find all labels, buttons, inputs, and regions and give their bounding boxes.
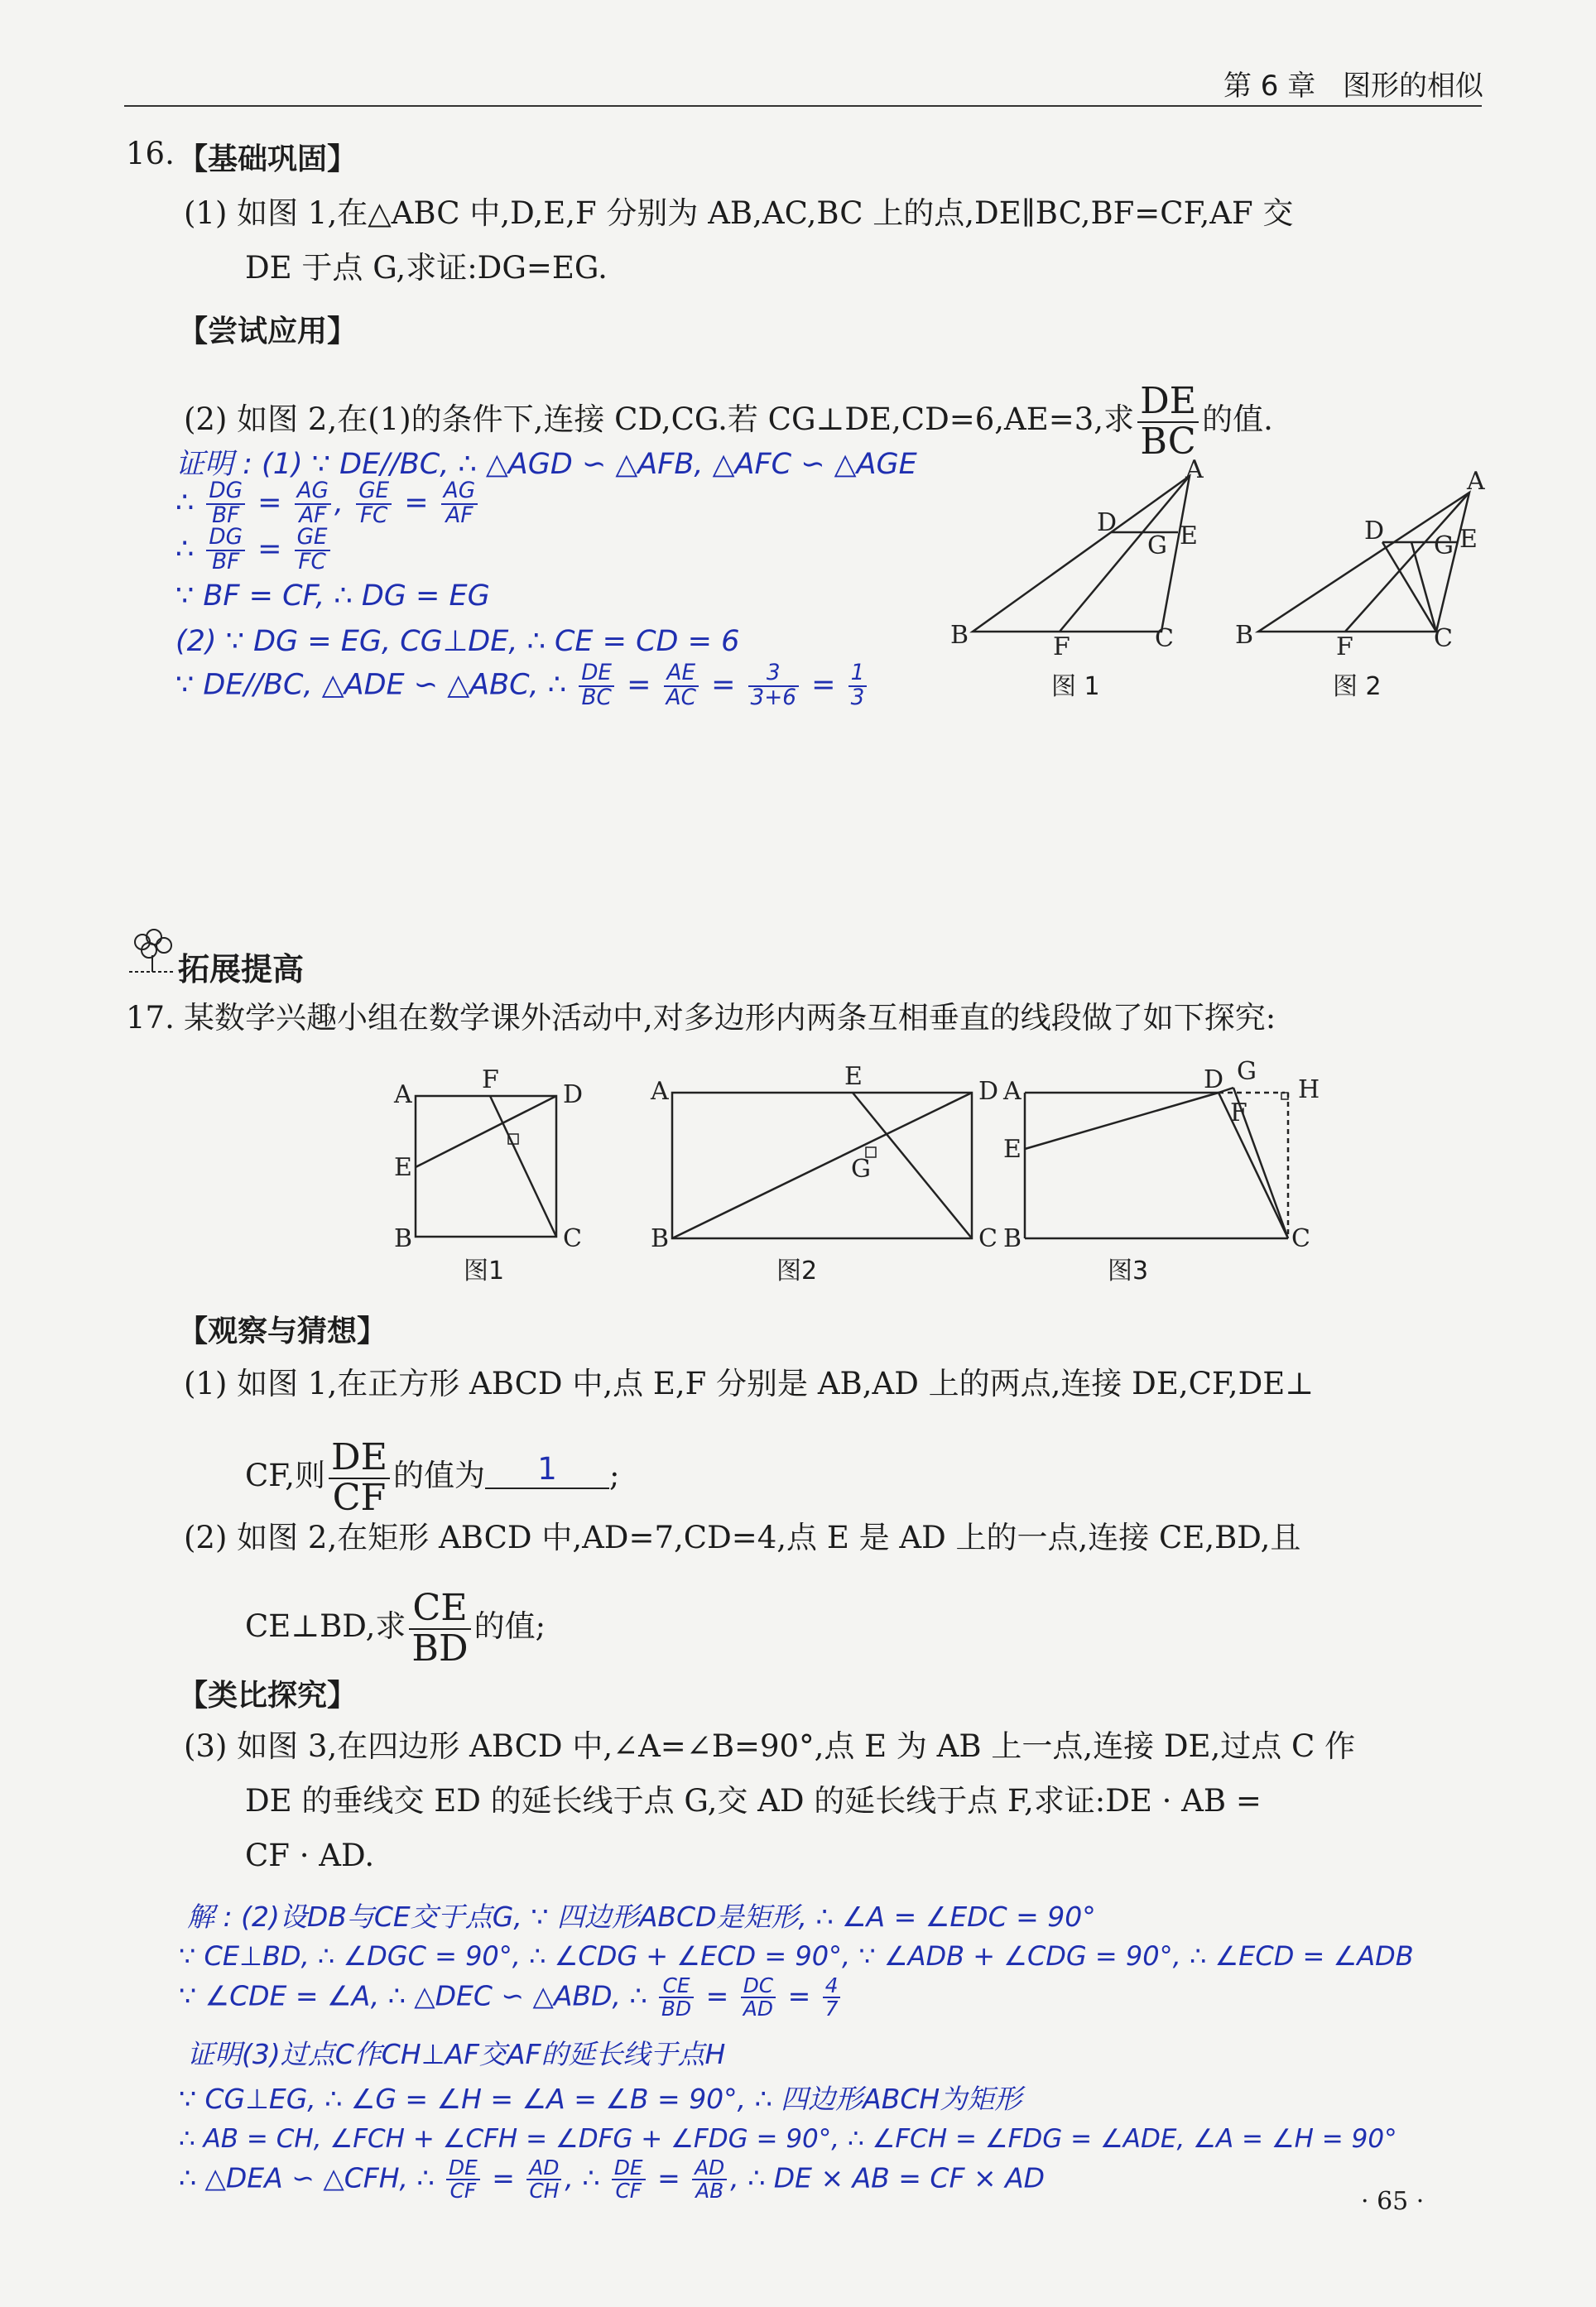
svg-text:G: G	[1147, 531, 1167, 560]
page-number: · 65 ·	[1361, 2187, 1425, 2216]
q17-answer-line1: 解 : (2)设DB与CE交于点G, ∵ 四边形ABCD是矩形, ∴ ∠A = ∠EDC = 90°	[187, 1901, 1096, 1933]
svg-text:F: F	[1336, 632, 1353, 661]
q17-answer-line5: ∵ CG⊥EG, ∴ ∠G = ∠H = ∠A = ∠B = 90°, ∴ 四边形ABCH为矩形	[179, 2083, 1022, 2115]
svg-text:F: F	[1230, 1098, 1247, 1127]
q16-number: 16.	[126, 136, 175, 171]
q16-answer-line5: (2) ∵ DG = EG, CG⊥DE, ∴ CE = CD = 6	[175, 625, 740, 658]
q16-part2-text: (2) 如图 2,在(1)的条件下,连接 CD,CG.若 CG⊥DE,CD=6,AE=3,求	[184, 401, 1135, 438]
svg-text:C: C	[1155, 624, 1174, 653]
svg-text:D: D	[1204, 1065, 1224, 1094]
q17-figure-3	[1025, 1088, 1288, 1238]
svg-text:C: C	[1434, 624, 1453, 653]
q17-part3-line3: CF · AD.	[245, 1838, 375, 1873]
q17-fig1-caption: 图1	[464, 1257, 505, 1286]
q17-intro: 某数学兴趣小组在数学课外活动中,对多边形内两条互相垂直的线段做了如下探究:	[184, 1000, 1276, 1036]
svg-text:G: G	[1237, 1057, 1257, 1086]
q17-figure-1-labels	[393, 1065, 583, 1253]
svg-text:A: A	[394, 1080, 412, 1109]
svg-text:G: G	[851, 1155, 871, 1184]
svg-text:D: D	[563, 1080, 584, 1109]
q17-answer-line7: ∴ △DEA ∽ △CFH, ∴ $\frac{DE}{CF}$ = $\frac{AD}{CH}$ , ∴ $\frac{DE}{CF}$ = $\frac{AD}{AB}$ , ∴ DE × AB = CF × AD	[179, 2156, 1046, 2203]
q16-part1-line2: DE 于点 G,求证:DG=EG.	[245, 250, 608, 286]
q17-part3-line2: DE 的垂线交 ED 的延长线于点 G,交 AD 的延长线于点 F,求证:DE · AB =	[245, 1783, 1262, 1819]
svg-text:E: E	[1459, 525, 1478, 554]
q16-fig2-caption: 图 2	[1333, 672, 1382, 701]
tree-icon	[124, 927, 179, 977]
svg-text:C: C	[978, 1224, 997, 1253]
header-rule	[124, 105, 1482, 107]
q17-part2-fraction: $\frac{CE}{BD}$	[409, 1589, 470, 1668]
q16-answer-line6: ∵ DE//BC, △ADE ∽ △ABC, ∴ $\frac{DE}{BC}$ = $\frac{AE}{AC}$ = $\frac{3}{3+6}$ = $\frac{1}{3}$	[175, 662, 870, 709]
q16-figures	[927, 459, 1507, 708]
svg-text:A: A	[1467, 467, 1485, 496]
q17-part1-line1: (1) 如图 1,在正方形 ABCD 中,点 E,F 分别是 AB,AD 上的两点,连接 DE,CF,DE⊥	[184, 1366, 1315, 1401]
svg-text:E: E	[1003, 1135, 1022, 1164]
svg-text:A: A	[1185, 459, 1204, 484]
svg-text:D: D	[1364, 517, 1385, 546]
q16-answer-line2: ∴ $\frac{DG}{BF}$ = $\frac{AG}{AF}$ , $\frac{GE}{FC}$ = $\frac{AG}{AF}$	[175, 480, 481, 527]
svg-text:C: C	[1291, 1224, 1310, 1253]
q16-part2-end: 的值.	[1202, 401, 1273, 438]
q17-figures	[381, 1051, 1341, 1300]
svg-text:H: H	[1298, 1075, 1320, 1104]
q16-answer-line1: 证明 : (1) ∵ DE//BC, ∴ △AGD ∽ △AFB, △AFC ∽ △AGE	[175, 448, 917, 481]
q16-answer-line3: ∴ $\frac{DG}{BF}$ = $\frac{GE}{FC}$	[175, 526, 334, 574]
svg-text:D: D	[1097, 508, 1118, 537]
q16-section-basic: 【基础巩固】	[178, 142, 358, 176]
q17-part1-line2: CF,则 $\frac{DE}{CF}$ 的值为 1 ;	[245, 1436, 620, 1519]
chapter-label: 第 6 章	[1223, 70, 1316, 103]
q17-answer-line4: 证明(3)过点C作CH⊥AF交AF的延长线于点H	[187, 2038, 726, 2070]
q16-answer-line4: ∵ BF = CF, ∴ DG = EG	[175, 579, 490, 613]
svg-text:C: C	[563, 1224, 582, 1253]
q16-figure-2	[1258, 493, 1469, 632]
svg-text:B: B	[394, 1224, 413, 1253]
q17-answer-line2: ∵ CE⊥BD, ∴ ∠DGC = 90°, ∴ ∠CDG + ∠ECD = 90°, ∵ ∠ADB + ∠CDG = 90°, ∴ ∠ECD = ∠ADB	[179, 1940, 1414, 1972]
q17-part2-line1: (2) 如图 2,在矩形 ABCD 中,AD=7,CD=4,点 E 是 AD 上的一点,连接 CE,BD,且	[184, 1520, 1301, 1555]
q16-part2-fraction: $\frac{DE}{BC}$	[1137, 382, 1199, 461]
q17-part1-answer-blank: 1	[485, 1451, 609, 1489]
svg-text:B: B	[950, 621, 969, 650]
svg-text:B: B	[651, 1224, 670, 1253]
extension-title: 拓展提高	[178, 951, 305, 988]
q17-answer-line6: ∴ AB = CH, ∠FCH + ∠CFH = ∠DFG + ∠FDG = 90°, ∴ ∠FCH = ∠FDG = ∠ADE, ∠A = ∠H = 90°	[179, 2124, 1397, 2154]
svg-text:E: E	[844, 1062, 863, 1091]
q17-fig2-caption: 图2	[776, 1257, 818, 1286]
q17-part2-line2: CE⊥BD,求 $\frac{CE}{BD}$ 的值;	[245, 1587, 546, 1670]
q16-fig1-caption: 图 1	[1051, 672, 1100, 701]
svg-text:D: D	[978, 1077, 999, 1106]
q17-number: 17.	[126, 1000, 175, 1036]
svg-text:F: F	[1053, 632, 1070, 661]
q17-part3-line1: (3) 如图 3,在四边形 ABCD 中,∠A=∠B=90°,点 E 为 AB 上一点,连接 DE,过点 C 作	[184, 1728, 1356, 1764]
q17-section-observe: 【观察与猜想】	[178, 1315, 387, 1348]
svg-text:B: B	[1235, 621, 1254, 650]
svg-text:E: E	[1180, 521, 1198, 550]
q17-figure-2	[672, 1093, 972, 1238]
q16-part1-line1: (1) 如图 1,在△ABC 中,D,E,F 分别为 AB,AC,BC 上的点,DE∥BC,BF=CF,AF 交	[184, 195, 1294, 231]
chapter-title: 图形的相似	[1343, 70, 1483, 103]
q17-figure-3-labels	[1002, 1057, 1320, 1253]
svg-text:F: F	[482, 1065, 499, 1094]
q17-figure-1	[416, 1096, 556, 1237]
q17-section-analog: 【类比探究】	[178, 1679, 358, 1713]
svg-text:G: G	[1434, 531, 1454, 560]
svg-text:A: A	[1003, 1077, 1022, 1106]
svg-text:E: E	[394, 1153, 412, 1182]
q16-section-apply: 【尝试应用】	[178, 315, 358, 348]
q17-fig3-caption: 图3	[1108, 1257, 1149, 1286]
q17-part1-fraction: $\frac{DE}{CF}$	[329, 1439, 390, 1517]
svg-text:B: B	[1003, 1224, 1022, 1253]
svg-text:A: A	[651, 1077, 669, 1106]
q17-answer-line3: ∵ ∠CDE = ∠A, ∴ △DEC ∽ △ABD, ∴ $\frac{CE}{BD}$ = $\frac{DC}{AD}$ = $\frac{4}{7}$	[179, 1975, 844, 2020]
